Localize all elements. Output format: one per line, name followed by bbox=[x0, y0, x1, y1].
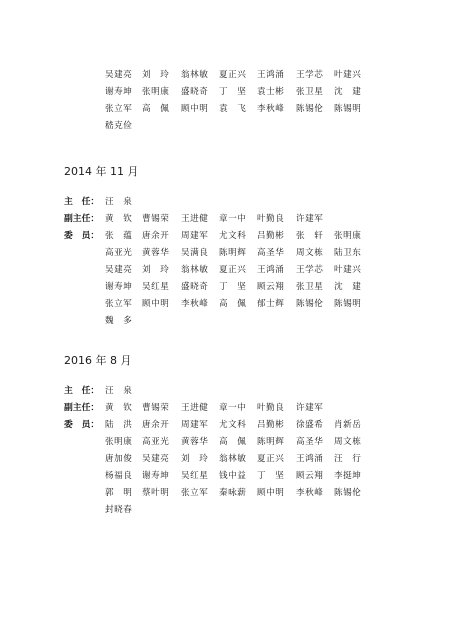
member-name: 钱中益 bbox=[219, 471, 247, 481]
deputy-name: 许建军 bbox=[296, 214, 324, 224]
member-name: 尤文科 bbox=[219, 420, 247, 430]
member-name: 王学芯 bbox=[296, 70, 324, 80]
member-name: 丁 坚 bbox=[257, 471, 285, 481]
member-name: 陈明辉 bbox=[257, 437, 285, 447]
member-name: 高 佩 bbox=[142, 104, 170, 114]
section-heading: 2016 年 8 月 bbox=[64, 354, 132, 367]
member-name: 吴建亮 bbox=[105, 70, 133, 80]
member-name: 黄蓉华 bbox=[181, 437, 209, 447]
member-name: 魏 多 bbox=[105, 316, 133, 326]
director-label: 主 任： bbox=[64, 386, 100, 396]
member-name: 陆 洪 bbox=[105, 420, 133, 430]
member-name: 吴建亮 bbox=[142, 454, 170, 464]
member-name: 徐盛希 bbox=[296, 420, 324, 430]
member-name: 陈明辉 bbox=[219, 248, 247, 258]
member-name: 盛晓奇 bbox=[181, 87, 209, 97]
member-name: 王学芯 bbox=[296, 265, 324, 275]
member-name: 夏正兴 bbox=[219, 70, 247, 80]
member-name: 叶建兴 bbox=[334, 70, 362, 80]
deputy-name: 叶勤良 bbox=[257, 403, 285, 413]
member-name: 秦咏薪 bbox=[219, 488, 247, 498]
member-row bbox=[0, 469, 450, 483]
member-name: 唐余开 bbox=[142, 231, 170, 241]
member-name: 唐余开 bbox=[142, 420, 170, 430]
member-row bbox=[0, 263, 450, 277]
member-name: 周文栋 bbox=[334, 437, 362, 447]
member-name: 叶建兴 bbox=[334, 265, 362, 275]
member-name: 汪 行 bbox=[334, 454, 362, 464]
member-name: 黄蓉华 bbox=[142, 248, 170, 258]
member-label: 委 员： bbox=[64, 420, 100, 430]
member-label: 委 员： bbox=[64, 231, 100, 241]
member-name: 袁士彬 bbox=[257, 87, 285, 97]
member-name: 高圣华 bbox=[257, 248, 285, 258]
member-name: 刘 玲 bbox=[181, 454, 209, 464]
member-name: 刘 玲 bbox=[142, 70, 170, 80]
deputy-name: 章一中 bbox=[219, 403, 247, 413]
member-name: 周文栋 bbox=[296, 248, 324, 258]
member-name: 高亚光 bbox=[105, 248, 133, 258]
member-row bbox=[0, 435, 450, 449]
director-name: 汪 泉 bbox=[105, 197, 133, 207]
member-row bbox=[0, 102, 450, 116]
member-name: 张明康 bbox=[334, 231, 362, 241]
member-row bbox=[0, 229, 450, 243]
member-row bbox=[0, 503, 450, 517]
member-name: 翁林敏 bbox=[181, 70, 209, 80]
member-name: 陈锡明 bbox=[334, 299, 362, 309]
member-name: 吴红星 bbox=[181, 471, 209, 481]
member-name: 顾云翔 bbox=[257, 282, 285, 292]
member-name: 李挺坤 bbox=[334, 471, 362, 481]
member-row bbox=[0, 246, 450, 260]
member-name: 肖新岳 bbox=[334, 420, 362, 430]
director-name: 汪 泉 bbox=[105, 386, 133, 396]
member-row bbox=[0, 418, 450, 432]
member-name: 封晓春 bbox=[105, 505, 133, 515]
member-name: 翁林敏 bbox=[181, 265, 209, 275]
member-name: 陆卫东 bbox=[334, 248, 362, 258]
member-name: 陈锡伦 bbox=[296, 299, 324, 309]
member-name: 谢寿坤 bbox=[105, 87, 133, 97]
deputy-label: 副主任： bbox=[64, 403, 100, 413]
member-name: 陈锡伦 bbox=[334, 488, 362, 498]
director-row bbox=[0, 384, 450, 398]
member-name: 沈 建 bbox=[334, 87, 362, 97]
member-name: 丁 坚 bbox=[219, 87, 247, 97]
member-row bbox=[0, 280, 450, 294]
member-row bbox=[0, 68, 450, 82]
member-name: 蔡叶明 bbox=[142, 488, 170, 498]
deputy-name: 王进健 bbox=[181, 403, 209, 413]
member-name: 丁 坚 bbox=[219, 282, 247, 292]
section-heading: 2014 年 11 月 bbox=[64, 165, 139, 178]
member-name: 顾云翔 bbox=[296, 471, 324, 481]
member-name: 李秋峰 bbox=[296, 488, 324, 498]
member-name: 陈锡伦 bbox=[296, 104, 324, 114]
member-name: 周建军 bbox=[181, 420, 209, 430]
member-name: 唐加俊 bbox=[105, 454, 133, 464]
member-name: 张卫星 bbox=[296, 87, 324, 97]
member-name: 王鸿涌 bbox=[257, 70, 285, 80]
member-name: 张 轩 bbox=[296, 231, 324, 241]
deputy-label: 副主任： bbox=[64, 214, 100, 224]
member-name: 张立军 bbox=[105, 299, 133, 309]
member-name: 郭 明 bbox=[105, 488, 133, 498]
member-name: 翁林敏 bbox=[219, 454, 247, 464]
deputy-name: 许建军 bbox=[296, 403, 324, 413]
member-name: 高 佩 bbox=[219, 437, 247, 447]
member-name: 李秋峰 bbox=[257, 104, 285, 114]
member-name: 夏正兴 bbox=[219, 265, 247, 275]
member-row bbox=[0, 486, 450, 500]
member-name: 高 佩 bbox=[219, 299, 247, 309]
member-row bbox=[0, 452, 450, 466]
director-label: 主 任： bbox=[64, 197, 100, 207]
deputy-name: 王进健 bbox=[181, 214, 209, 224]
member-name: 盛晓奇 bbox=[181, 282, 209, 292]
member-name: 王鸿涌 bbox=[296, 454, 324, 464]
deputy-name: 曹锡荣 bbox=[142, 403, 170, 413]
member-name: 王鸿涌 bbox=[257, 265, 285, 275]
deputy-row bbox=[0, 401, 450, 415]
member-name: 张明康 bbox=[105, 437, 133, 447]
member-name: 高亚光 bbox=[142, 437, 170, 447]
member-name: 张 蕴 bbox=[105, 231, 133, 241]
member-row bbox=[0, 314, 450, 328]
deputy-name: 曹锡荣 bbox=[142, 214, 170, 224]
member-name: 顾中明 bbox=[142, 299, 170, 309]
member-name: 顾中明 bbox=[257, 488, 285, 498]
deputy-name: 叶勤良 bbox=[257, 214, 285, 224]
member-name: 高圣华 bbox=[296, 437, 324, 447]
member-name: 周建军 bbox=[181, 231, 209, 241]
member-name: 沈 建 bbox=[334, 282, 362, 292]
member-name: 谢寿坤 bbox=[142, 471, 170, 481]
member-name: 张立军 bbox=[181, 488, 209, 498]
member-row bbox=[0, 85, 450, 99]
deputy-name: 章一中 bbox=[219, 214, 247, 224]
member-name: 袁 飞 bbox=[219, 104, 247, 114]
deputy-name: 黄 钦 bbox=[105, 214, 133, 224]
member-name: 李秋峰 bbox=[181, 299, 209, 309]
member-name: 张明康 bbox=[142, 87, 170, 97]
member-name: 刘 玲 bbox=[142, 265, 170, 275]
member-name: 陈锡明 bbox=[334, 104, 362, 114]
member-name: 吴红星 bbox=[142, 282, 170, 292]
member-row bbox=[0, 119, 450, 133]
member-name: 顾中明 bbox=[181, 104, 209, 114]
member-name: 吕勤彬 bbox=[257, 231, 285, 241]
member-name: 吴建亮 bbox=[105, 265, 133, 275]
member-name: 张卫星 bbox=[296, 282, 324, 292]
member-name: 谢寿坤 bbox=[105, 282, 133, 292]
director-row bbox=[0, 195, 450, 209]
member-name: 吕勤彬 bbox=[257, 420, 285, 430]
member-name: 尤文科 bbox=[219, 231, 247, 241]
member-name: 杨福良 bbox=[105, 471, 133, 481]
member-name: 吴满良 bbox=[181, 248, 209, 258]
deputy-row bbox=[0, 212, 450, 226]
deputy-name: 黄 钦 bbox=[105, 403, 133, 413]
member-row bbox=[0, 297, 450, 311]
member-name: 嵇克俭 bbox=[105, 121, 133, 131]
member-name: 郁士辉 bbox=[257, 299, 285, 309]
member-name: 张立军 bbox=[105, 104, 133, 114]
member-name: 夏正兴 bbox=[257, 454, 285, 464]
